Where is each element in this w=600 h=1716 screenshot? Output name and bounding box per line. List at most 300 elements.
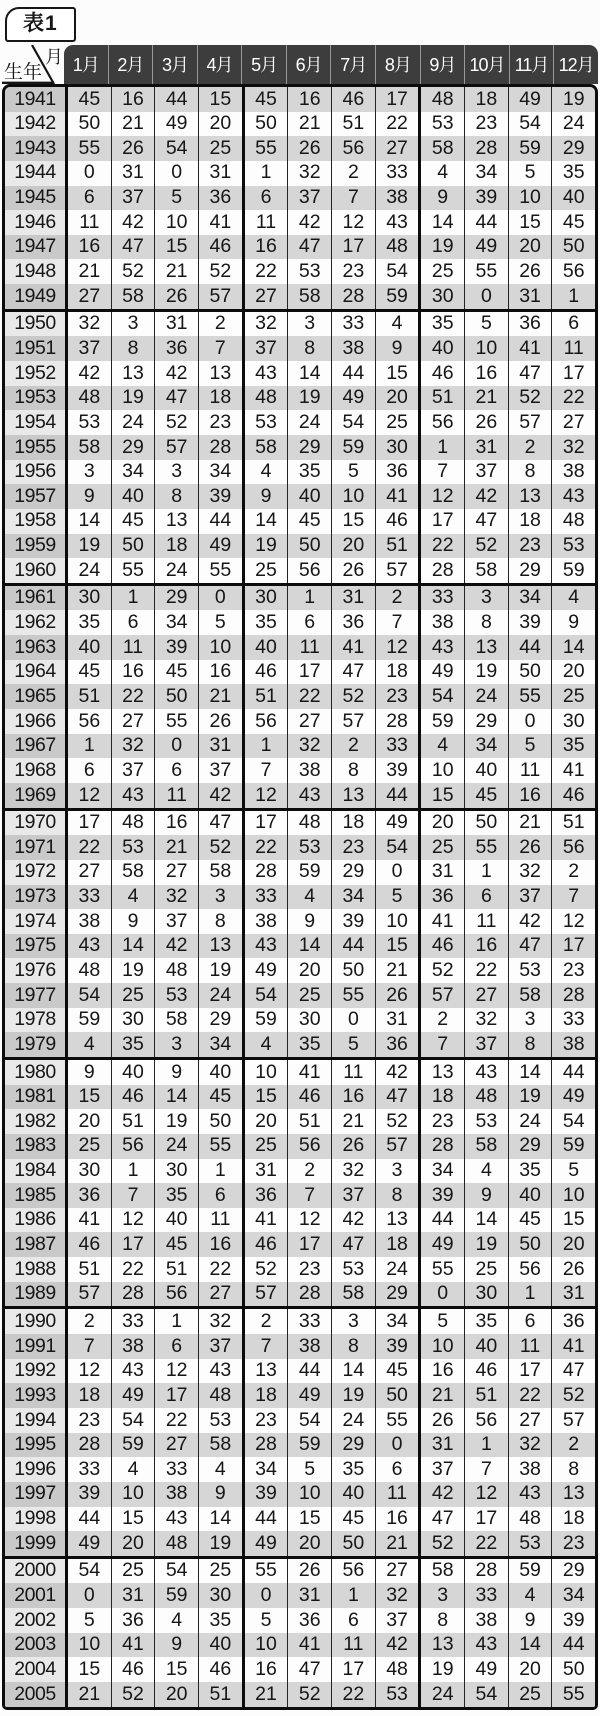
value-cell: 41 [551, 1334, 595, 1359]
value-cell: 2 [551, 860, 595, 885]
value-cell: 14 [508, 1633, 552, 1658]
value-cell: 12 [375, 635, 419, 660]
value-cell: 36 [198, 186, 242, 211]
year-cell: 1945 [5, 186, 65, 211]
table-title-label: 表1 [23, 12, 58, 35]
value-cell: 1 [464, 860, 508, 885]
year-cell: 1977 [5, 983, 65, 1008]
value-cell: 4 [242, 460, 288, 485]
value-cell: 40 [418, 336, 464, 361]
value-cell: 2 [418, 1008, 464, 1033]
value-cell: 17 [331, 235, 375, 260]
value-cell: 37 [198, 1334, 242, 1359]
table-row [5, 309, 595, 337]
year-cell: 1948 [5, 259, 65, 284]
value-cell: 37 [375, 1608, 419, 1633]
value-cell: 57 [508, 410, 552, 435]
value-cell: 40 [154, 1208, 198, 1233]
value-cell: 58 [418, 136, 464, 161]
value-cell: 39 [508, 610, 552, 635]
value-cell: 23 [508, 534, 552, 559]
value-cell: 53 [154, 983, 198, 1008]
value-cell: 52 [198, 259, 242, 284]
value-cell: 26 [331, 1134, 375, 1159]
value-cell: 0 [375, 1433, 419, 1458]
value-cell: 18 [331, 811, 375, 836]
value-cell: 15 [154, 1657, 198, 1682]
value-cell: 16 [154, 811, 198, 836]
value-cell: 19 [464, 1232, 508, 1257]
table-row [5, 1282, 595, 1307]
value-cell: 24 [154, 558, 198, 583]
value-cell: 9 [65, 484, 111, 509]
value-cell: 3 [508, 1008, 552, 1033]
value-cell: 42 [508, 909, 552, 934]
value-cell: 21 [111, 112, 155, 137]
month-header-cell: 10月 [464, 45, 509, 84]
value-cell: 49 [65, 1531, 111, 1556]
table-body [2, 84, 598, 1710]
value-cell: 6 [198, 1183, 242, 1208]
value-cell: 39 [198, 484, 242, 509]
year-cell: 1970 [5, 811, 65, 836]
value-cell: 27 [508, 1408, 552, 1433]
value-cell: 21 [375, 958, 419, 983]
value-cell: 34 [242, 1457, 288, 1482]
table-row [5, 934, 595, 959]
value-cell: 43 [65, 934, 111, 959]
value-cell: 24 [65, 558, 111, 583]
value-cell: 14 [508, 1060, 552, 1085]
value-cell: 55 [464, 835, 508, 860]
value-cell: 57 [551, 1408, 595, 1433]
value-cell: 46 [242, 1232, 288, 1257]
value-cell: 54 [154, 136, 198, 161]
value-cell: 19 [198, 958, 242, 983]
year-cell: 1961 [5, 586, 65, 611]
table-row [5, 186, 595, 211]
value-cell: 0 [508, 709, 552, 734]
value-cell: 12 [154, 1359, 198, 1384]
value-cell: 46 [375, 509, 419, 534]
value-cell: 1 [508, 1282, 552, 1307]
month-header-band [64, 45, 598, 84]
year-cell: 1979 [5, 1032, 65, 1057]
value-cell: 30 [65, 1159, 111, 1184]
value-cell: 56 [111, 1134, 155, 1159]
value-cell: 23 [551, 958, 595, 983]
value-cell: 22 [198, 1257, 242, 1282]
value-cell: 49 [508, 87, 552, 112]
value-cell: 43 [111, 783, 155, 808]
value-cell: 29 [551, 1559, 595, 1584]
value-cell: 12 [331, 210, 375, 235]
value-cell: 43 [375, 210, 419, 235]
value-cell: 1 [242, 734, 288, 759]
year-cell: 1941 [5, 87, 65, 112]
value-cell: 2 [508, 435, 552, 460]
value-cell: 45 [198, 1085, 242, 1110]
value-cell: 8 [331, 758, 375, 783]
value-cell: 6 [111, 610, 155, 635]
value-cell: 16 [331, 1085, 375, 1110]
value-cell: 7 [242, 1334, 288, 1359]
table-row [5, 1359, 595, 1384]
value-cell: 54 [111, 1408, 155, 1433]
table-row [5, 909, 595, 934]
value-cell: 51 [331, 112, 375, 137]
value-cell: 16 [65, 235, 111, 260]
value-cell: 11 [508, 1334, 552, 1359]
value-cell: 11 [198, 1208, 242, 1233]
value-cell: 42 [111, 210, 155, 235]
value-cell: 12 [287, 1208, 331, 1233]
value-cell: 16 [111, 660, 155, 685]
year-cell: 1989 [5, 1282, 65, 1307]
value-cell: 46 [198, 1657, 242, 1682]
year-cell: 1998 [5, 1507, 65, 1532]
value-cell: 4 [551, 586, 595, 611]
value-cell: 51 [198, 1682, 242, 1707]
value-cell: 48 [154, 958, 198, 983]
month-header-cell: 6月 [286, 45, 331, 84]
value-cell: 52 [111, 259, 155, 284]
year-cell: 1976 [5, 958, 65, 983]
value-cell: 45 [464, 783, 508, 808]
year-cell: 1971 [5, 835, 65, 860]
value-cell: 30 [242, 586, 288, 611]
value-cell: 20 [287, 958, 331, 983]
value-cell: 50 [65, 112, 111, 137]
value-cell: 58 [154, 1008, 198, 1033]
value-cell: 26 [111, 136, 155, 161]
value-cell: 0 [198, 586, 242, 611]
year-cell: 1985 [5, 1183, 65, 1208]
value-cell: 44 [464, 210, 508, 235]
value-cell: 30 [111, 1008, 155, 1033]
value-cell: 21 [508, 811, 552, 836]
value-cell: 33 [375, 734, 419, 759]
value-cell: 21 [65, 1682, 111, 1707]
value-cell: 48 [154, 1531, 198, 1556]
value-cell: 47 [375, 1085, 419, 1110]
value-cell: 54 [242, 983, 288, 1008]
value-cell: 4 [287, 885, 331, 910]
value-cell: 6 [65, 186, 111, 211]
value-cell: 49 [154, 112, 198, 137]
value-cell: 24 [198, 983, 242, 1008]
value-cell: 10 [287, 1482, 331, 1507]
value-cell: 13 [418, 1633, 464, 1658]
year-cell: 1965 [5, 684, 65, 709]
value-cell: 15 [65, 1085, 111, 1110]
value-cell: 19 [287, 386, 331, 411]
table-row [5, 1657, 595, 1682]
table-row [5, 583, 595, 611]
value-cell: 51 [65, 1257, 111, 1282]
value-cell: 50 [551, 1657, 595, 1682]
table-row [5, 1208, 595, 1233]
value-cell: 27 [375, 136, 419, 161]
value-cell: 11 [551, 336, 595, 361]
table-row [5, 484, 595, 509]
value-cell: 9 [551, 610, 595, 635]
value-cell: 30 [198, 1583, 242, 1608]
value-cell: 13 [508, 484, 552, 509]
value-cell: 35 [551, 734, 595, 759]
year-cell: 1953 [5, 386, 65, 411]
value-cell: 11 [65, 210, 111, 235]
value-cell: 38 [287, 758, 331, 783]
table-row [5, 1507, 595, 1532]
value-cell: 54 [551, 1109, 595, 1134]
value-cell: 12 [551, 909, 595, 934]
value-cell: 43 [111, 1359, 155, 1384]
year-cell: 1943 [5, 136, 65, 161]
value-cell: 48 [287, 811, 331, 836]
value-cell: 50 [331, 958, 375, 983]
value-cell: 58 [464, 558, 508, 583]
value-cell: 17 [551, 934, 595, 959]
value-cell: 18 [551, 1507, 595, 1532]
value-cell: 44 [65, 1507, 111, 1532]
value-cell: 37 [464, 1032, 508, 1057]
value-cell: 29 [508, 558, 552, 583]
value-cell: 47 [508, 934, 552, 959]
year-cell: 1988 [5, 1257, 65, 1282]
value-cell: 41 [331, 635, 375, 660]
month-header-cell: 9月 [420, 45, 465, 84]
value-cell: 29 [111, 435, 155, 460]
value-cell: 16 [464, 934, 508, 959]
value-cell: 0 [464, 284, 508, 309]
value-cell: 36 [331, 610, 375, 635]
value-cell: 35 [331, 1457, 375, 1482]
value-cell: 18 [375, 1232, 419, 1257]
value-cell: 56 [418, 410, 464, 435]
value-cell: 57 [375, 558, 419, 583]
value-cell: 40 [464, 1334, 508, 1359]
value-cell: 48 [242, 386, 288, 411]
value-cell: 32 [154, 885, 198, 910]
value-cell: 9 [464, 1183, 508, 1208]
value-cell: 16 [508, 783, 552, 808]
value-cell: 22 [551, 386, 595, 411]
value-cell: 2 [375, 586, 419, 611]
value-cell: 30 [287, 1008, 331, 1033]
year-cell: 2000 [5, 1559, 65, 1584]
value-cell: 18 [418, 1085, 464, 1110]
value-cell: 16 [198, 1232, 242, 1257]
value-cell: 21 [287, 112, 331, 137]
value-cell: 19 [65, 534, 111, 559]
value-cell: 31 [111, 161, 155, 186]
table-row [5, 1306, 595, 1334]
value-cell: 9 [198, 1482, 242, 1507]
value-cell: 28 [375, 709, 419, 734]
table-row [5, 1682, 595, 1707]
value-cell: 36 [242, 1183, 288, 1208]
value-cell: 46 [111, 1657, 155, 1682]
value-cell: 48 [551, 509, 595, 534]
value-cell: 40 [331, 1482, 375, 1507]
year-cell: 1944 [5, 161, 65, 186]
value-cell: 17 [287, 1232, 331, 1257]
value-cell: 43 [287, 783, 331, 808]
value-cell: 33 [418, 586, 464, 611]
value-cell: 39 [375, 1334, 419, 1359]
year-cell: 1987 [5, 1232, 65, 1257]
value-cell: 8 [508, 1032, 552, 1057]
value-cell: 43 [242, 361, 288, 386]
value-cell: 7 [331, 186, 375, 211]
value-cell: 5 [198, 610, 242, 635]
value-cell: 38 [508, 1457, 552, 1482]
value-cell: 18 [464, 87, 508, 112]
value-cell: 13 [551, 1482, 595, 1507]
value-cell: 53 [111, 835, 155, 860]
year-cell: 1981 [5, 1085, 65, 1110]
value-cell: 40 [508, 1183, 552, 1208]
year-cell: 1946 [5, 210, 65, 235]
value-cell: 0 [331, 1008, 375, 1033]
value-cell: 53 [287, 835, 331, 860]
value-cell: 8 [464, 610, 508, 635]
value-cell: 58 [464, 1134, 508, 1159]
year-cell: 1978 [5, 1008, 65, 1033]
value-cell: 46 [331, 87, 375, 112]
table-row [5, 509, 595, 534]
value-cell: 0 [375, 860, 419, 885]
value-cell: 32 [287, 161, 331, 186]
value-cell: 37 [65, 336, 111, 361]
year-cell: 1990 [5, 1309, 65, 1334]
value-cell: 21 [464, 386, 508, 411]
value-cell: 33 [464, 1583, 508, 1608]
value-cell: 54 [508, 112, 552, 137]
value-cell: 37 [331, 1183, 375, 1208]
value-cell: 36 [111, 1608, 155, 1633]
value-cell: 33 [65, 1457, 111, 1482]
value-cell: 49 [418, 660, 464, 685]
birth-year-month-table [2, 45, 598, 1710]
value-cell: 48 [375, 235, 419, 260]
value-cell: 33 [242, 885, 288, 910]
value-cell: 5 [331, 1032, 375, 1057]
table-row [5, 885, 595, 910]
value-cell: 23 [287, 1257, 331, 1282]
value-cell: 14 [331, 1359, 375, 1384]
value-cell: 53 [65, 410, 111, 435]
value-cell: 52 [242, 1257, 288, 1282]
value-cell: 36 [287, 1608, 331, 1633]
value-cell: 13 [242, 1359, 288, 1384]
value-cell: 2 [287, 1159, 331, 1184]
value-cell: 23 [331, 835, 375, 860]
value-cell: 35 [111, 1032, 155, 1057]
value-cell: 20 [418, 811, 464, 836]
value-cell: 9 [154, 1060, 198, 1085]
value-cell: 17 [242, 811, 288, 836]
value-cell: 53 [242, 410, 288, 435]
value-cell: 16 [242, 1657, 288, 1682]
value-cell: 56 [154, 1282, 198, 1307]
value-cell: 24 [551, 112, 595, 137]
value-cell: 22 [508, 1383, 552, 1408]
value-cell: 29 [154, 586, 198, 611]
value-cell: 15 [111, 1507, 155, 1532]
month-header-cell: 12月 [553, 45, 598, 84]
value-cell: 6 [331, 1608, 375, 1633]
value-cell: 4 [508, 1583, 552, 1608]
value-cell: 2 [331, 161, 375, 186]
month-header-cell: 5月 [241, 45, 286, 84]
value-cell: 55 [111, 558, 155, 583]
value-cell: 11 [464, 909, 508, 934]
value-cell: 58 [111, 860, 155, 885]
table-row [5, 783, 595, 808]
value-cell: 8 [551, 1457, 595, 1482]
value-cell: 18 [154, 534, 198, 559]
value-cell: 51 [418, 386, 464, 411]
value-cell: 23 [551, 1531, 595, 1556]
value-cell: 9 [242, 484, 288, 509]
value-cell: 27 [198, 1282, 242, 1307]
value-cell: 50 [242, 112, 288, 137]
value-cell: 0 [418, 1282, 464, 1307]
value-cell: 53 [198, 1408, 242, 1433]
value-cell: 20 [375, 386, 419, 411]
value-cell: 14 [198, 1507, 242, 1532]
year-cell: 1963 [5, 635, 65, 660]
value-cell: 42 [154, 361, 198, 386]
value-cell: 4 [418, 734, 464, 759]
table-row [5, 983, 595, 1008]
value-cell: 15 [65, 1657, 111, 1682]
value-cell: 27 [154, 860, 198, 885]
value-cell: 26 [331, 558, 375, 583]
value-cell: 49 [242, 1531, 288, 1556]
value-cell: 7 [418, 1032, 464, 1057]
value-cell: 51 [375, 534, 419, 559]
value-cell: 9 [375, 336, 419, 361]
value-cell: 44 [331, 934, 375, 959]
value-cell: 22 [111, 684, 155, 709]
value-cell: 52 [198, 835, 242, 860]
value-cell: 41 [65, 1208, 111, 1233]
year-cell: 1962 [5, 610, 65, 635]
value-cell: 46 [464, 1359, 508, 1384]
value-cell: 59 [65, 1008, 111, 1033]
value-cell: 20 [198, 112, 242, 137]
value-cell: 1 [154, 1309, 198, 1334]
value-cell: 3 [375, 1159, 419, 1184]
value-cell: 59 [242, 1008, 288, 1033]
value-cell: 38 [287, 1334, 331, 1359]
table-row [5, 112, 595, 137]
value-cell: 35 [464, 1309, 508, 1334]
table-row [5, 161, 595, 186]
table-row [5, 1085, 595, 1110]
value-cell: 13 [375, 1208, 419, 1233]
year-cell: 1947 [5, 235, 65, 260]
month-header-cell: 1月 [72, 54, 99, 75]
value-cell: 0 [65, 161, 111, 186]
month-header-cell: 11月 [509, 45, 554, 84]
value-cell: 45 [154, 1232, 198, 1257]
table-row [5, 1232, 595, 1257]
value-cell: 42 [65, 361, 111, 386]
